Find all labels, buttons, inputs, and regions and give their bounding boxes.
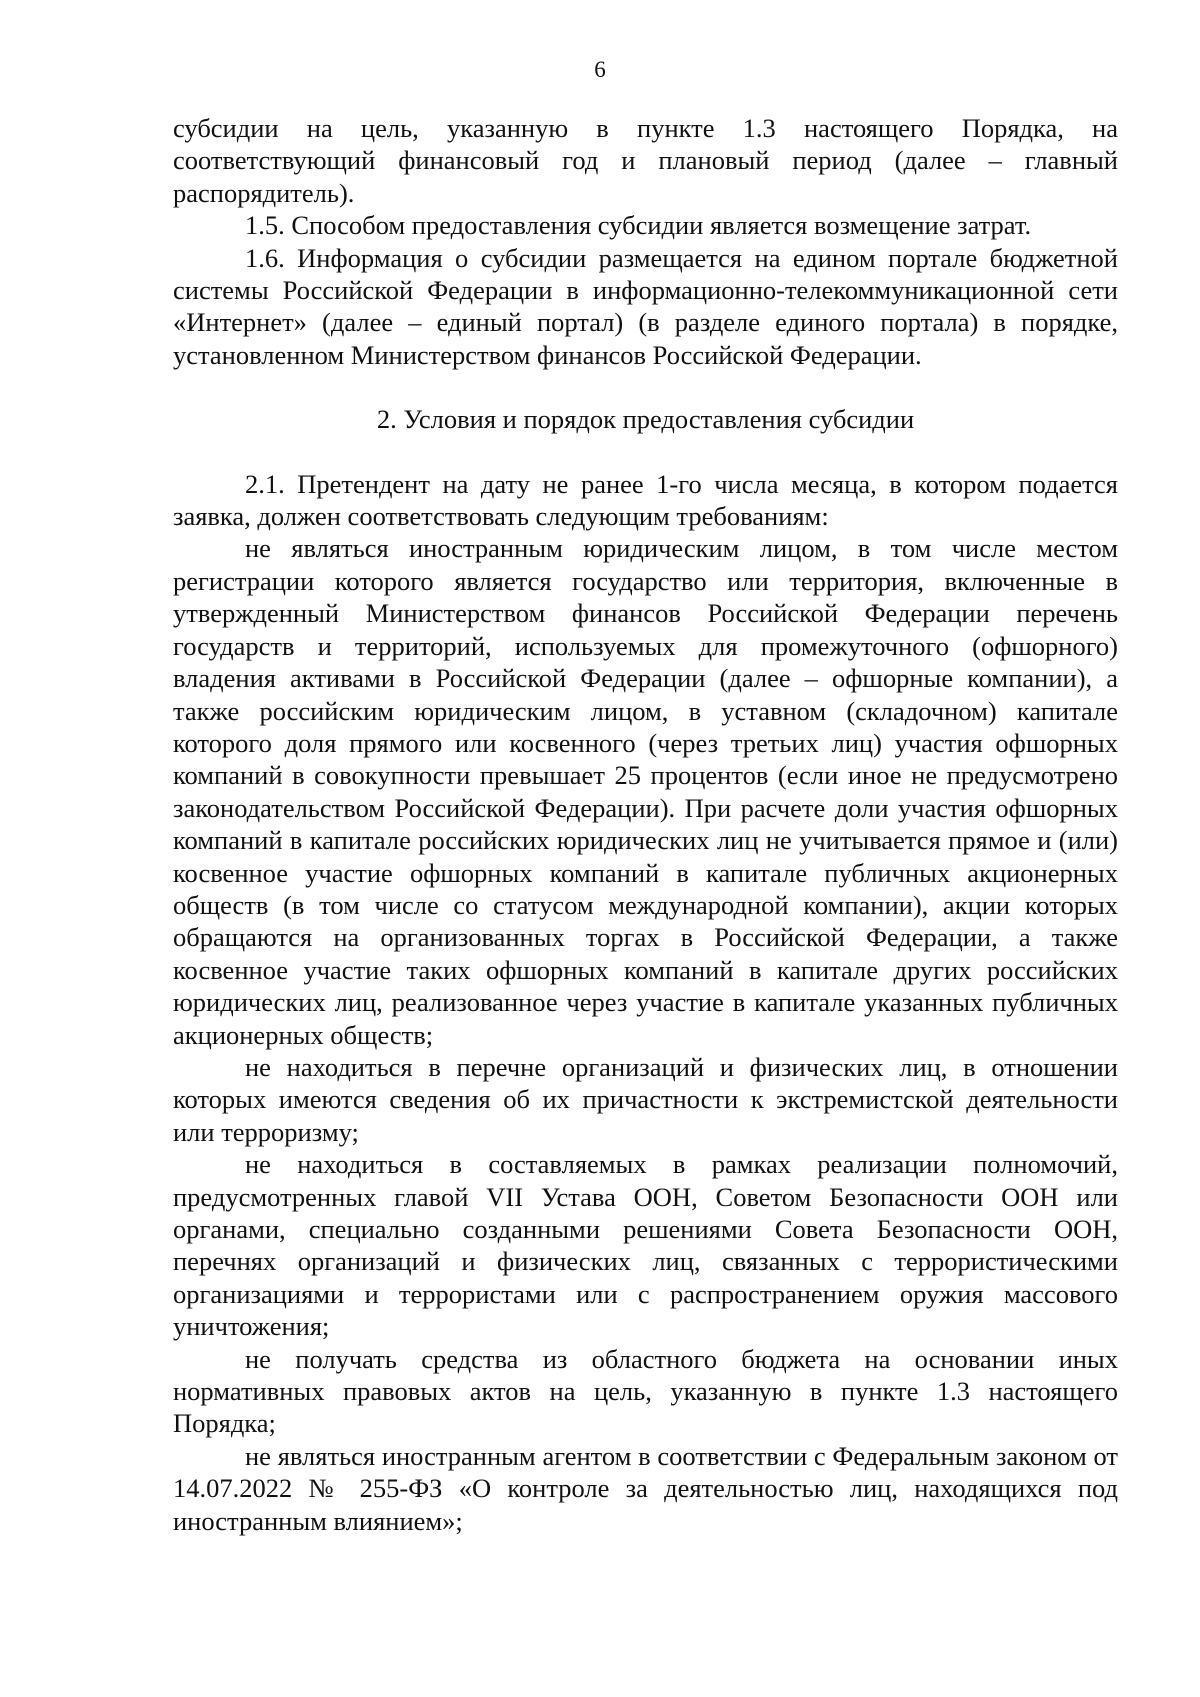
paragraph: не получать средства из областного бюджета на основании иных нормативных правовых актов на цель, указанную в пункте 1.3 настоящего Порядка;	[173, 1343, 1118, 1439]
paragraph: 1.5. Способом предоставления субсидии является возмещение затрат.	[245, 210, 1032, 241]
paragraph: 1.6. Информация о субсидии размещается на едином портале бюджетной системы Российской Федерации в информационно-телекоммуникационной сети «Интернет» (далее – единый портал) (в разделе единого портала) в порядке, установленном Министерством финансов Российской Федерации.	[173, 242, 1118, 370]
paragraph: не находиться в перечне организаций и физических лиц, в отношении которых имеются сведения об их причастности к экстремистской деятельности или терроризму;	[173, 1051, 1118, 1147]
paragraph: 2.1. Претендент на дату не ранее 1-го числа месяца, в котором подается заявка, должен соответствовать следующим требованиям:	[173, 468, 1118, 532]
paragraph: не являться иностранным юридическим лицом, в том числе местом регистрации которого является государство или территория, включенные в утвержденный Министерством финансов Российской Федерации перечень государств и территорий, используемых для промежуточного (офшорного) владения активами в Российской Федерации (далее – офшорные компании), а также российским юридическим лицом, в уставном (складочном) капитале которого доля прямого или косвенного (через третьих лиц) участия офшорных компаний в совокупности превышает 25 процентов (если иное не предусмотрено законодательством Российской Федерации). При расчете доли участия офшорных компаний в капитале российских юридических лиц не учитывается прямое и (или) косвенное участие офшорных компаний в капитале публичных акционерных обществ (в том числе со статусом международной компании), акции которых обращаются на организованных торгах в Российской Федерации, а также косвенное участие таких офшорных компаний в капитале других российских юридических лиц, реализованное через участие в капитале указанных публичных акционерных обществ;	[173, 533, 1118, 1050]
section-1-continuation	[173, 112, 1118, 371]
document-body	[173, 112, 1118, 1537]
section-heading: 2. Условия и порядок предоставления субсидии	[376, 404, 915, 435]
section-2-body	[173, 468, 1118, 1537]
paragraph: субсидии на цель, указанную в пункте 1.3 настоящего Порядка, на соответствующий финансовый год и плановый период (далее – главный распорядитель).	[173, 113, 1118, 208]
paragraph: не находиться в составляемых в рамках реализации полномочий, предусмотренных главой VII Устава ООН, Советом Безопасности ООН или органами, специально созданными решениями Совета Безопасности ООН, перечнях организаций и физических лиц, связанных с террористическими организациями и террористами или с распространением оружия массового уничтожения;	[173, 1149, 1118, 1342]
page-number: 6	[594, 57, 606, 82]
paragraph: не являться иностранным агентом в соответствии с Федеральным законом от 14.07.2022 № 255-ФЗ «О контроле за деятельностью лиц, находящихся под иностранным влиянием»;	[173, 1440, 1118, 1536]
